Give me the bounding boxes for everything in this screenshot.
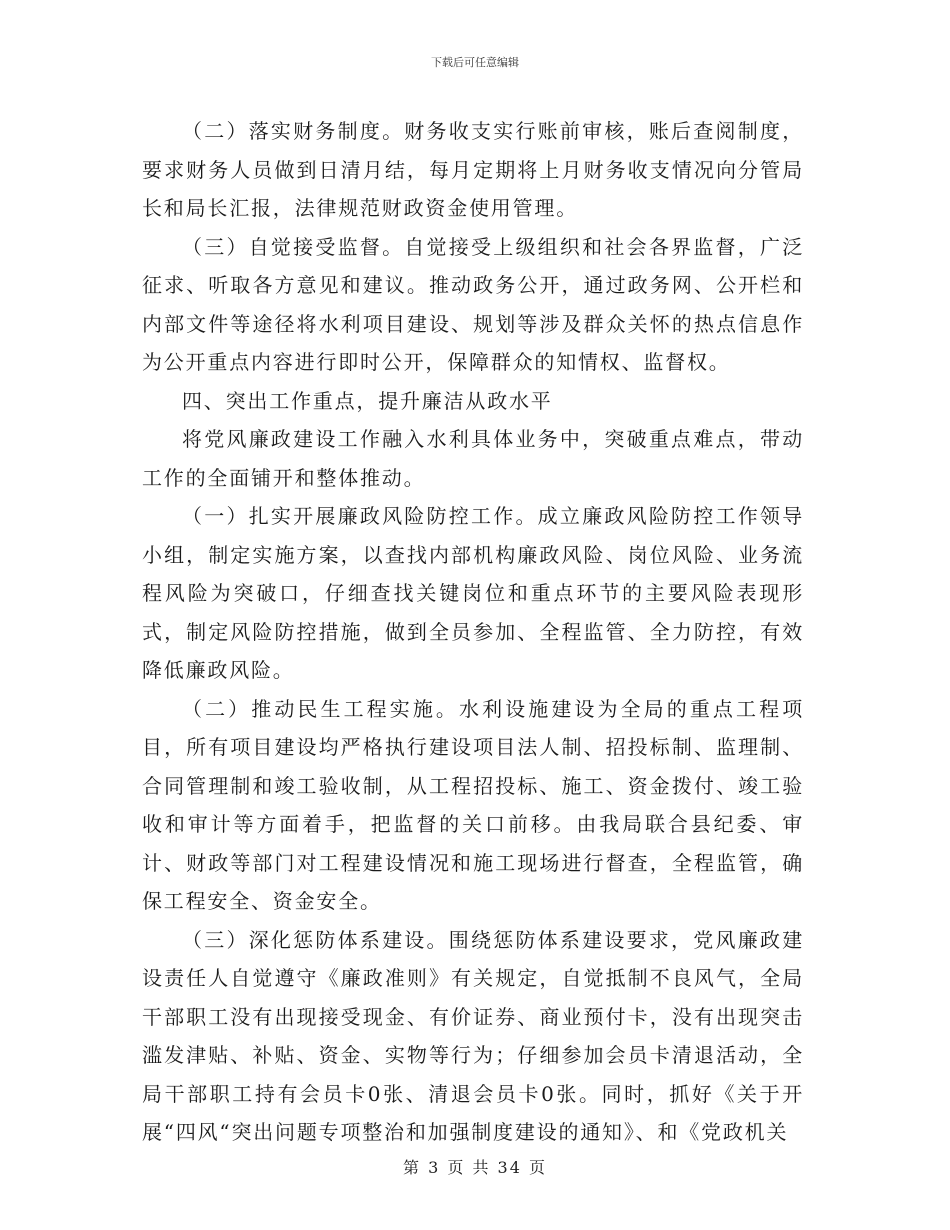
page-footer: 第 3 页 共 34 页 xyxy=(403,1158,547,1177)
document-body xyxy=(142,112,804,1152)
paragraph-section-intro: 将党风廉政建设工作融入水利具体业务中，突破重点难点，带动工作的全面铺开和整体推动。 xyxy=(142,427,804,490)
section-heading-four: 四、突出工作重点，提升廉洁从政水平 xyxy=(182,388,553,413)
paragraph-livelihood-projects: （二）推动民生工程实施。水利设施建设为全局的重点工程项目，所有项目建设均严格执行建设项目法人制、招投标制、监理制、合同管理制和竣工验收制，从工程招投标、施工、资金拨付、竣工验收和审计等方面着手，把监督的关口前移。由我局联合县纪委、审计、财政等部门对工程建设情况和施工现场进行督查，全程监管，确保工程安全、资金安全。 xyxy=(142,696,804,913)
paragraph-finance-system: （二）落实财务制度。财务收支实行账前审核，账后查阅制度，要求财务人员做到日清月结，每月定期将上月财务收支情况向分管局长和局长汇报，法律规范财政资金使用管理。 xyxy=(142,119,804,220)
paragraph-prevention-system: （三）深化惩防体系建设。围绕惩防体系建设要求，党风廉政建设责任人自觉遵守《廉政准则》有关规定，自觉抵制不良风气，全局干部职工没有出现接受现金、有价证券、商业预付卡，没有出现突击滥发津贴、补贴、资金、实物等行为；仔细参加会员卡清退活动，全局干部职工持有会员卡0张、清退会员卡0张。同时，抓好《关于开展“四风“突出问题专项整治和加强制度建设的通知》、和《党政机关 xyxy=(142,927,804,1144)
page-header: 下载后可任意编辑 xyxy=(431,56,519,69)
paragraph-risk-control: （一）扎实开展廉政风险防控工作。成立廉政风险防控工作领导小组，制定实施方案，以查找内部机构廉政风险、岗位风险、业务流程风险为突破口，仔细查找关键岗位和重点环节的主要风险表现形式，制定风险防控措施，做到全员参加、全程监管、全力防控，有效降低廉政风险。 xyxy=(142,504,804,682)
paragraph-accept-supervision: （三）自觉接受监督。自觉接受上级组织和社会各界监督，广泛征求、听取各方意见和建议。推动政务公开，通过政务网、公开栏和内部文件等途径将水利项目建设、规划等涉及群众关怀的热点信息作为公开重点内容进行即时公开，保障群众的知情权、监督权。 xyxy=(142,234,804,374)
